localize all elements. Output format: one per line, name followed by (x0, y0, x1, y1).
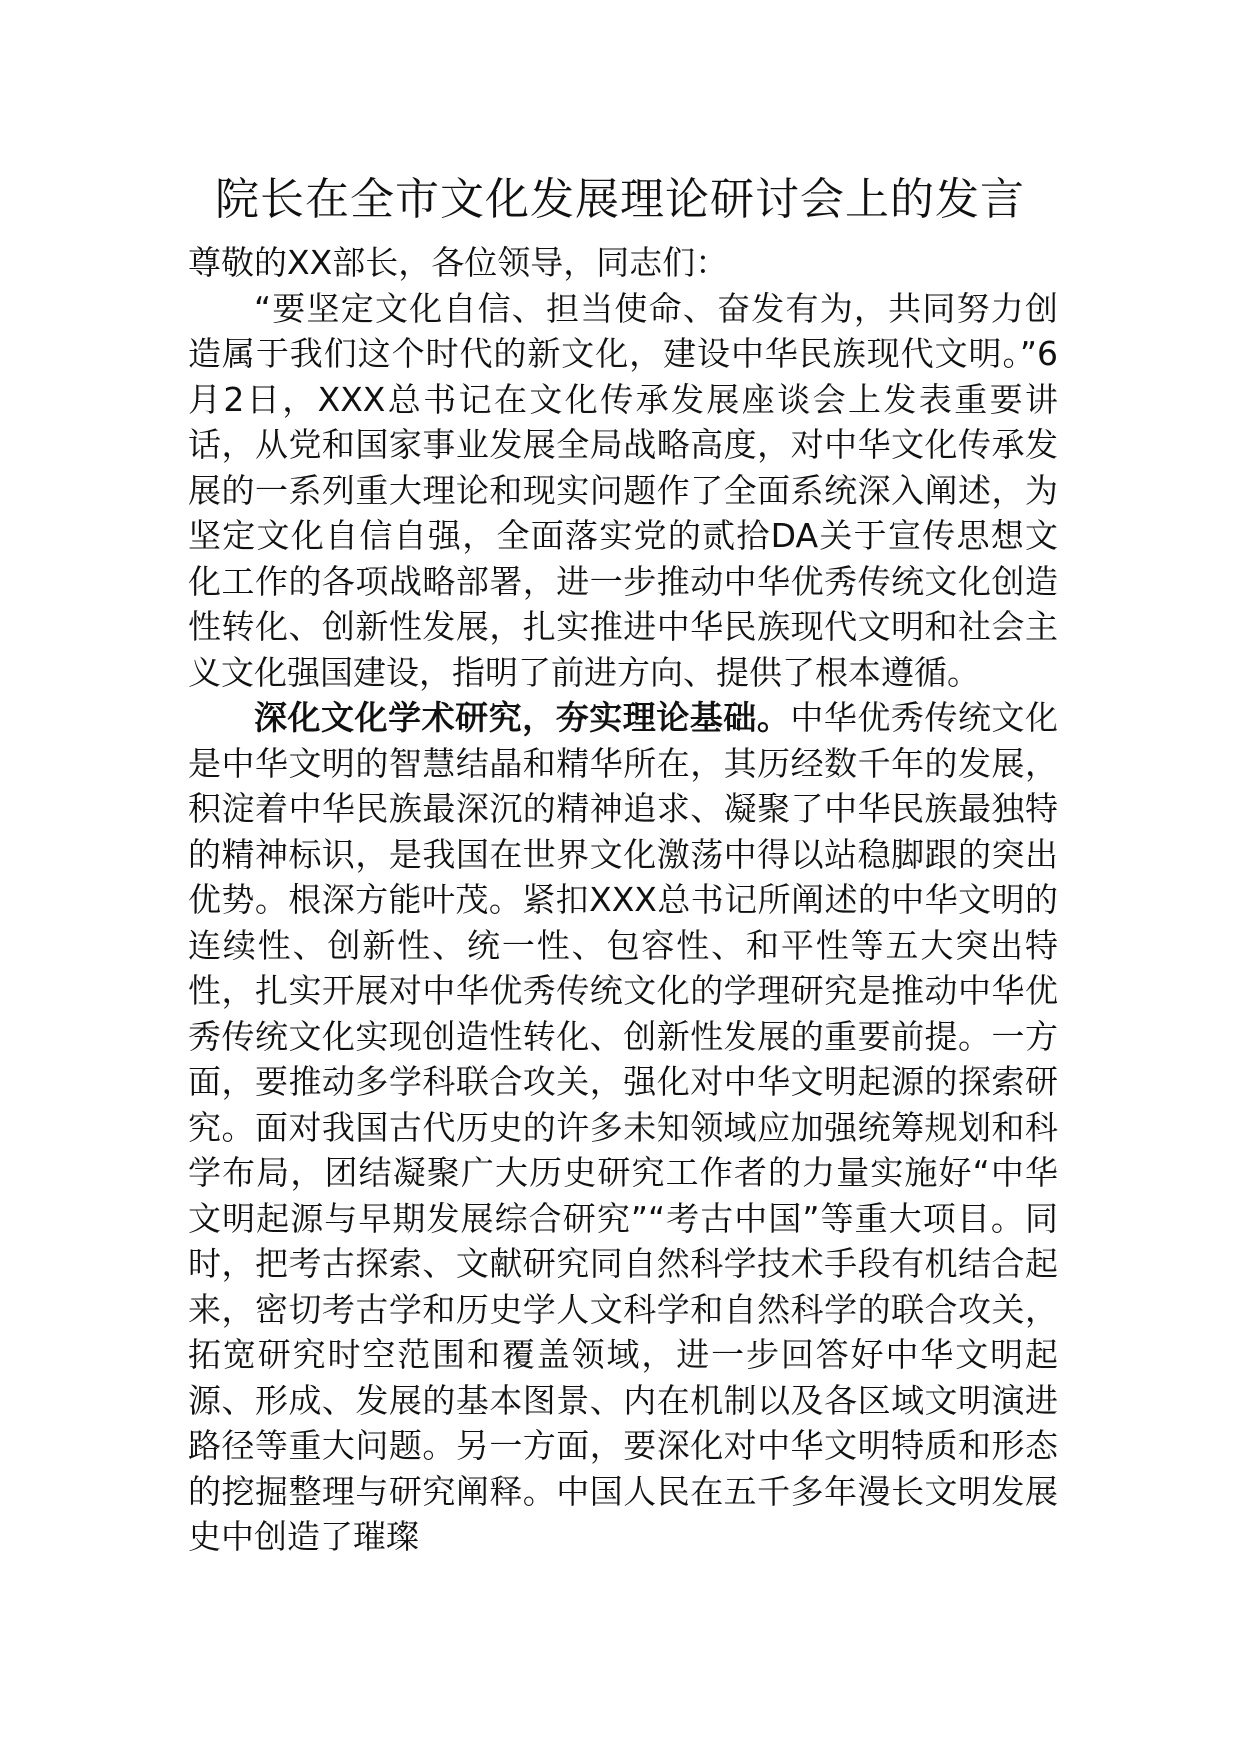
paragraph-academic-research (188, 695, 1058, 1560)
document-title: 院长在全市文化发展理论研讨会上的发言 (215, 174, 1025, 225)
document-body (188, 240, 1058, 1560)
paragraph-heading: 深化文化学术研究，夯实理论基础。 (254, 698, 791, 737)
paragraph-text: 中华优秀传统文化是中华文明的智慧结晶和精华所在，其历经数千年的发展，积淀着中华民族最深沉的精神追求、凝聚了中华民族最独特的精神标识，是我国在世界文化激荡中得以站稳脚跟的突出优势。根深方能叶茂。紧扣XXX总书记所阐述的中华文明的连续性、创新性、统一性、包容性、和平性等五大突出特性，扎实开展对中华优秀传统文化的学理研究是推动中华优秀传统文化实现创造性转化、创新性发展的重要前提。一方面，要推动多学科联合攻关，强化对中华文明起源的探索研究。面对我国古代历史的许多未知领域应加强统筹规划和科学布局，团结凝聚广大历史研究工作者的力量实施好“中华文明起源与早期发展综合研究”“考古中国”等重大项目。同时，把考古探索、文献研究同自然科学技术手段有机结合起来，密切考古学和历史学人文科学和自然科学的联合攻关，拓宽研究时空范围和覆盖领域，进一步回答好中华文明起源、形成、发展的基本图景、内在机制以及各区域文明演进路径等重大问题。另一方面，要深化对中华文明特质和形态的挖掘整理与研究阐释。中国人民在五千多年漫长文明发展史中创造了璀璨 (188, 698, 1059, 1556)
salutation: 尊敬的XX部长，各位领导，同志们： (188, 243, 729, 282)
paragraph-intro: “要坚定文化自信、担当使命、奋发有为，共同努力创造属于我们这个时代的新文化，建设中华民族现代文明。”6月2日，XXX总书记在文化传承发展座谈会上发表重要讲话，从党和国家事业发展全局战略高度，对中华文化传承发展的一系列重大理论和现实问题作了全面系统深入阐述，为坚定文化自信自强，全面落实党的贰拾DA关于宣传思想文化工作的各项战略部署，进一步推动中华优秀传统文化创造性转化、创新性发展，扎实推进中华民族现代文明和社会主义文化强国建设，指明了前进方向、提供了根本遵循。 (188, 288, 1058, 692)
